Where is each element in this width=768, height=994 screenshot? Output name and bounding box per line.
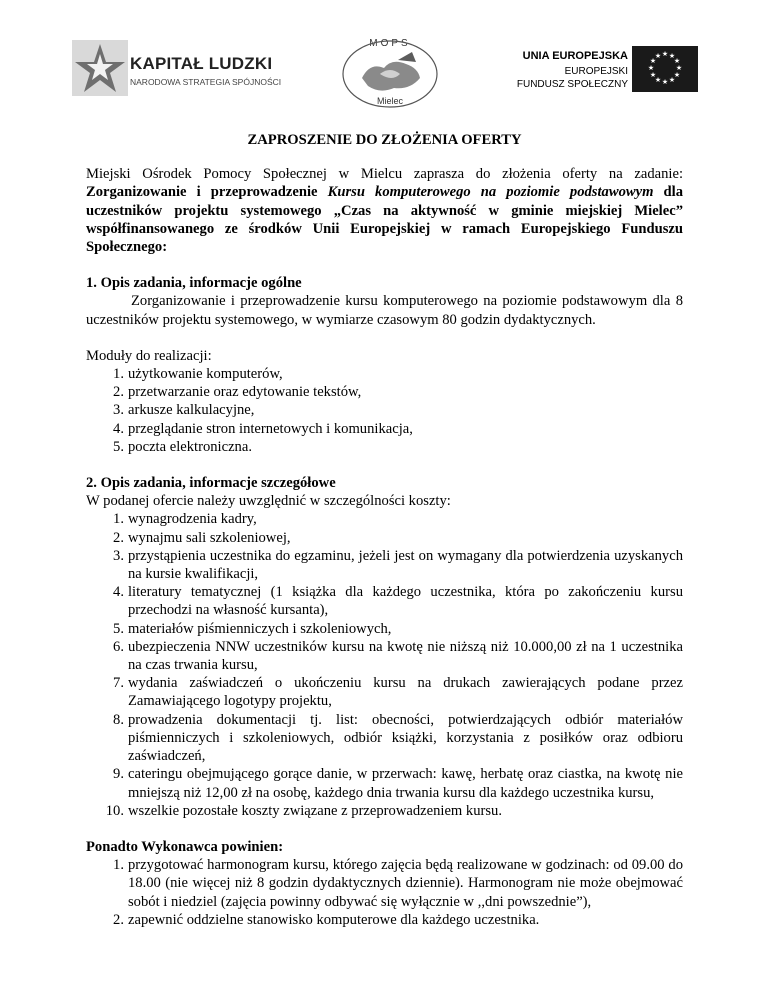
svg-text:★: ★ [654,52,662,60]
list-item: 7. wydania zaświadczeń o ukończeniu kursu na drukach zawierających podane przez Zamawiającego logotypy projektu, [113,675,683,710]
svg-text:★: ★ [649,71,657,79]
list-item: 4. przeglądanie stron internetowych i komunikacja, [113,420,413,437]
modules-label: Moduły do realizacji: [86,347,212,364]
star-icon [72,40,128,96]
list-item: 1. użytkowanie komputerów, [113,366,283,383]
svg-text:★: ★ [647,64,655,72]
list-item: 2. przetwarzanie oraz edytowanie tekstów, [113,384,362,401]
list-item: 5. materiałów piśmienniczych i szkoleniowych, [113,620,392,637]
list-item: 1. przygotować harmonogram kursu, którego zajęcia będą realizowane w godzinach: od 09.00 do 18.00 (nie więcej niż 8 godzin dydaktycznych dziennie). Harmonogram nie może obejmować sobót i niedziel (zajęcia powinny odbywać się wyłącznie w ,,dni powszednie”), [113,857,683,910]
list-item: 1. wynagrodzenia kadry, [113,511,257,528]
list-item: 5. poczta elektroniczna. [113,438,252,455]
kapital-ludzki-title: KAPITAŁ LUDZKI [130,54,273,73]
eu-flag-icon [632,46,698,92]
eu-logo-line2: EUROPEJSKI [564,66,628,77]
svg-text:★: ★ [661,50,669,58]
list-item: 2. zapewnić oddzielne stanowisko komputerowe dla każdego uczestnika. [113,911,540,928]
svg-text:★: ★ [675,64,683,72]
section2-lead: W podanej ofercie należy uwzględnić w szczególności koszty: [86,493,451,510]
list-item: 3. arkusze kalkulacyjne, [113,402,255,419]
intro-bold-text-2: dla uczestników projektu systemowego „Czas na aktywność w gminie miejskiej Mielec” współfinansowanego ze środków Unii Europejskiej w ramach Europejskiego Funduszu Społecznego: [86,184,684,256]
list-item: 6. ubezpieczenia NNW uczestników kursu na kwotę nie niższą niż 10.000,00 zł na 1 uczestnika na czas trwania kursu, [113,638,683,674]
svg-text:★: ★ [654,76,662,84]
contractor-duties-list [86,856,683,929]
intro-paragraph [86,165,683,256]
section3-heading: Ponadto Wykonawca powinien: [86,838,284,855]
list-item: 2. wynajmu sali szkoleniowej, [113,529,291,546]
costs-list [86,510,683,819]
intro-bold-text-1: Zorganizowanie i przeprowadzenie [86,184,328,201]
mops-logo-city: Mielec [376,96,403,106]
document-title: ZAPROSZENIE DO ZŁOŻENIA OFERTY [247,132,522,148]
svg-text:★: ★ [673,71,681,79]
svg-text:★: ★ [668,76,676,84]
svg-text:★: ★ [649,57,657,65]
section2-heading: 2. Opis zadania, informacje szczegółowe [86,475,336,492]
kapital-ludzki-logo [72,40,282,100]
list-item: 10. wszelkie pozostałe koszty związane z przeprowadzeniem kursu. [105,802,503,819]
eu-logo [496,44,706,98]
svg-text:★: ★ [668,52,676,60]
document-body [86,131,683,929]
section1-text: Zorganizowanie i przeprowadzenie kursu komputerowego na poziomie podstawowym dla 8 uczestników projektu systemowego, w wymiarze czasowym 80 godzin dydaktycznych. [86,293,683,328]
eu-logo-line3: FUNDUSZ SPOŁECZNY [516,79,628,90]
list-item: 3. przystąpienia uczestnika do egzaminu, jeżeli jest on wymagany dla potwierdzenia uzyskanych na kursie kwalifikacji, [113,547,683,583]
mops-logo [340,38,440,110]
eu-logo-line1: UNIA EUROPEJSKA [522,50,628,62]
svg-text:★: ★ [673,57,681,65]
svg-text:★: ★ [661,78,669,86]
modules-list [86,365,683,456]
mops-logo-text: MOPS [369,38,411,49]
list-item: 4. literatury tematycznej (1 książka dla każdego uczestnika, która po zakończeniu kursu przechodzi na własność kursanta), [113,584,683,619]
intro-plain-text: Miejski Ośrodek Pomocy Społecznej w Mielcu zaprasza do złożenia oferty na zadanie: [86,166,683,183]
section1-heading: 1. Opis zadania, informacje ogólne [86,275,302,292]
list-item: 8. prowadzenia dokumentacji tj. list: obecności, potwierdzających odbiór materiałów piśmienniczych i szkoleniowych, odbiór książki, korzystania z posiłków oraz odbioru zaświadczeń, [113,711,683,765]
kapital-ludzki-subtitle: NARODOWA STRATEGIA SPÓJNOŚCI [130,77,282,87]
list-item: 9. cateringu obejmującego gorące danie, w przerwach: kawę, herbatę oraz ciastka, na kwotę nie mniejszą niż 12,00 zł na osobę, każdego dnia trwania kursu dla każdego uczestnika kursu, [113,766,683,801]
intro-course-name: Kursu komputerowego na poziomie podstawowym [327,184,654,201]
